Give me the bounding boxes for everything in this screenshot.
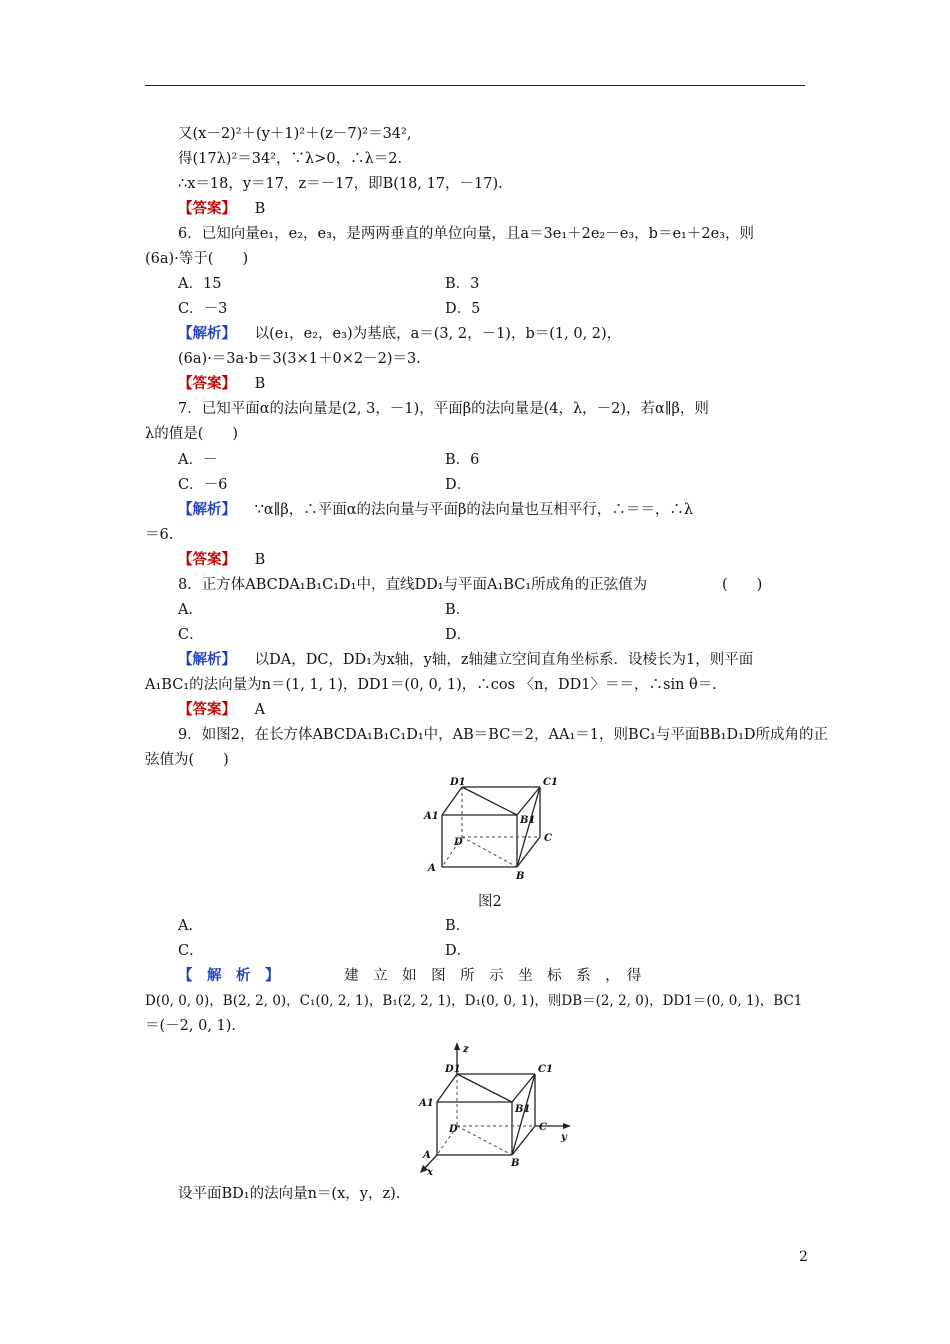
axis-z: z (463, 1044, 469, 1055)
axis-y: y (561, 1132, 567, 1143)
analysis-tag: 【解析】 (178, 651, 236, 668)
analysis-tag: 【解析】 (178, 325, 236, 342)
text-line: 设平面BD₁的法向量n＝(x，y，z). (178, 1186, 401, 1202)
label-d: D (454, 837, 463, 848)
answer-tag: 【答案】 (178, 551, 236, 568)
question-9: 9．如图2，在长方体ABCDA₁B₁C₁D₁中，AB＝BC＝2，AA₁＝1，则BC₁与平面BB₁D₁D所成角的正 (178, 727, 829, 743)
option-d: D．5 (445, 301, 481, 317)
text-line: 得(17λ)²＝34²，∵λ>0，∴λ＝2. (178, 151, 403, 167)
text-line: ＝6. (145, 527, 174, 543)
analysis-line (178, 650, 753, 670)
option-c: C．－3 (178, 301, 228, 317)
option-c: C． (178, 943, 204, 959)
analysis-text: ∵α∥β，∴平面α的法向量与平面β的法向量也互相平行，∴＝＝，∴λ (254, 502, 694, 518)
text-line: 弦值为( ) (145, 752, 229, 768)
question-6: 6．已知向量e₁，e₂，e₃，是两两垂直的单位向量，且a＝3e₁＋2e₂－e₃，b＝e₁＋2e₃，则 (178, 226, 754, 242)
option-d: D． (445, 627, 472, 643)
answer-value: B (254, 552, 266, 568)
answer-tag: 【答案】 (178, 701, 236, 718)
answer-line (178, 374, 265, 394)
option-d: D． (445, 477, 472, 493)
page-number: 2 (799, 1249, 808, 1265)
option-b: B． (445, 602, 471, 618)
answer-value: A (254, 702, 266, 718)
option-b: B．6 (445, 452, 480, 468)
option-a: A．－ (178, 452, 218, 468)
option-a: A． (178, 918, 203, 934)
answer-blank: ( ) (722, 577, 763, 593)
answer-tag: 【答案】 (178, 200, 236, 217)
label-d1: D1 (445, 1064, 461, 1075)
analysis-text: 建 立 如 图 所 示 坐 标 系 ， 得 (344, 968, 642, 984)
option-a: A． (178, 602, 203, 618)
label-c1: C1 (543, 777, 558, 788)
text-line: D(0, 0, 0)，B(2, 2, 0)，C₁(0, 2, 1)，B₁(2, 2, 1)，D₁(0, 0, 1)，则DB＝(2, 2, 0)，DD1＝(0, 0, 1)，BC1 (145, 993, 803, 1009)
text-line: ＝(－2, 0, 1). (145, 1018, 237, 1034)
label-a1: A1 (424, 811, 439, 822)
label-b: B (516, 871, 525, 882)
label-a: A (428, 863, 436, 874)
label-c: C (539, 1122, 547, 1133)
option-c: C．－6 (178, 477, 228, 493)
analysis-text: 以DA，DC，DD₁为x轴，y轴，z轴建立空间直角坐标系．设棱长为1，则平面 (254, 652, 754, 668)
label-d: D (449, 1124, 458, 1135)
analysis-tag: 【解析】 (178, 501, 236, 518)
label-d1: D1 (450, 777, 466, 788)
text-line: (6a)·等于( ) (145, 251, 249, 267)
text-line: A₁BC₁的法向量为n＝(1, 1, 1)，DD1＝(0, 0, 1)，∴cos 〈n，DD1〉＝＝，∴sin θ＝. (145, 677, 717, 693)
option-d: D． (445, 943, 472, 959)
question-8: 8．正方体ABCDA₁B₁C₁D₁中，直线DD₁与平面A₁BC₁所成角的正弦值为 (178, 577, 648, 593)
text-line: ∴x＝18，y＝17，z＝－17，即B(18, 17，－17). (178, 176, 503, 192)
text-line: (6a)·＝3a·b＝3(3×1＋0×2－2)＝3. (178, 351, 421, 367)
figure-caption: 图2 (478, 894, 502, 910)
header-rule (145, 85, 805, 86)
answer-line (178, 700, 265, 720)
analysis-tag: 【 解 析 】 (178, 967, 280, 984)
label-c1: C1 (538, 1064, 553, 1075)
label-a1: A1 (419, 1098, 434, 1109)
text-line: 又(x－2)²＋(y＋1)²＋(z－7)²＝34², (178, 126, 412, 142)
answer-value: B (254, 201, 266, 217)
answer-line (178, 550, 265, 570)
analysis-line (178, 324, 621, 344)
label-b: B (511, 1158, 520, 1169)
label-b1: B1 (520, 815, 536, 826)
option-c: C． (178, 627, 204, 643)
text-line: λ的值是( ) (145, 426, 239, 442)
analysis-line (178, 966, 641, 986)
coordinate-figure (415, 1040, 580, 1175)
label-a: A (423, 1150, 431, 1161)
box-figure (420, 775, 570, 885)
option-b: B．3 (445, 276, 480, 292)
analysis-line (178, 500, 693, 520)
analysis-text: 以(e₁，e₂，e₃)为基底，a＝(3, 2，－1)，b＝(1, 0, 2)， (254, 326, 622, 342)
option-a: A．15 (178, 276, 222, 292)
axis-x: x (427, 1167, 433, 1175)
option-b: B． (445, 918, 471, 934)
answer-tag: 【答案】 (178, 375, 236, 392)
label-c: C (544, 833, 552, 844)
label-b1: B1 (515, 1104, 531, 1115)
answer-value: B (254, 376, 266, 392)
answer-line (178, 199, 265, 219)
question-7: 7．已知平面α的法向量是(2, 3，－1)，平面β的法向量是(4，λ，－2)，若α∥β，则 (178, 401, 709, 417)
